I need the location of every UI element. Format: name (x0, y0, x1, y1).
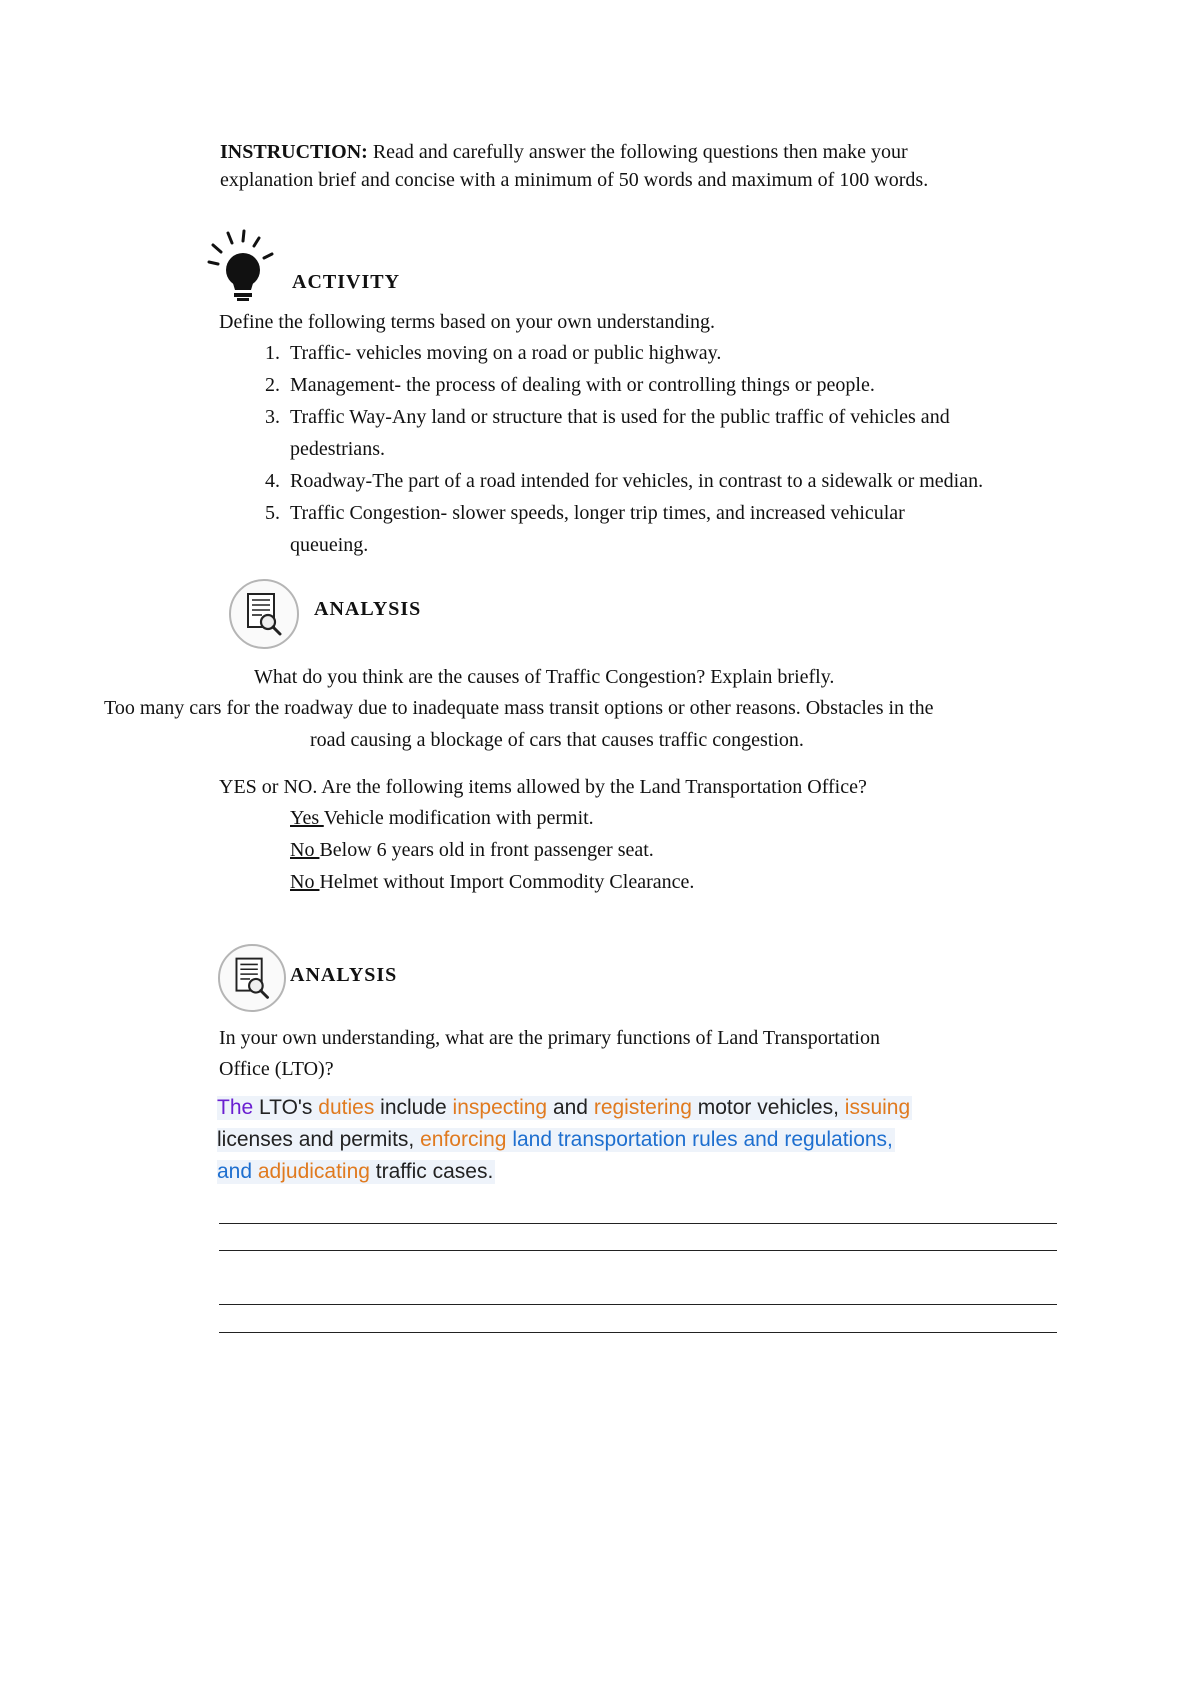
list-text: Traffic Congestion- slower speeds, longer trip times, and increased vehicular (290, 502, 905, 524)
list-item (254, 470, 984, 493)
instruction-line-1 (220, 141, 908, 164)
answer-word: registering (593, 1096, 692, 1119)
answer-word: LTO's (253, 1096, 319, 1119)
activity-heading: ACTIVITY (292, 271, 401, 293)
answer-word: inspecting (452, 1096, 548, 1119)
answer-word: The (217, 1096, 254, 1119)
list-item (254, 502, 905, 525)
lto-answer-line-2 (217, 1128, 895, 1152)
answer-word: duties (318, 1096, 375, 1119)
instruction-line-2: explanation brief and concise with a minimum of 50 words and maximum of 100 words. (220, 169, 929, 191)
analysis-heading: ANALYSIS (314, 598, 422, 620)
answer-word: enforcing (420, 1128, 507, 1151)
answer-word: licenses and permits, (217, 1128, 421, 1151)
activity-prompt: Define the following terms based on your own understanding. (219, 311, 716, 333)
document-magnifier-icon (218, 944, 286, 1012)
yesno-answer: No (290, 871, 320, 893)
answer-word: traffic cases. (369, 1160, 494, 1183)
yesno-text: Vehicle modification with permit. (323, 807, 594, 829)
yesno-item (290, 871, 694, 894)
answer-word: adjudicating (257, 1160, 370, 1183)
answer-word: land transportation rules and regulations, (506, 1128, 893, 1151)
analysis-question: What do you think are the causes of Traffic Congestion? Explain briefly. (254, 666, 835, 688)
answer-blank-line (219, 1223, 1057, 1224)
list-text-continuation: pedestrians. (290, 438, 385, 460)
yesno-prompt: YES or NO. Are the following items allowed by the Land Transportation Office? (219, 776, 867, 798)
answer-blank-line (219, 1304, 1057, 1305)
list-text: Traffic- vehicles moving on a road or public highway. (290, 342, 722, 364)
list-number: 4. (265, 470, 280, 492)
list-number: 2. (265, 374, 280, 396)
analysis-answer-line-1: Too many cars for the roadway due to inadequate mass transit options or other reasons. Obstacles in the (104, 697, 934, 719)
document-magnifier-icon (229, 579, 299, 649)
list-item (254, 374, 875, 397)
answer-word: and (217, 1160, 258, 1183)
yesno-answer: Yes (290, 807, 324, 829)
instruction-text-1: Read and carefully answer the following questions then make your (372, 141, 908, 163)
lightbulb-icon (204, 228, 278, 302)
list-item (254, 342, 722, 365)
analysis-question-line-2: Office (LTO)? (219, 1058, 334, 1080)
yesno-item (290, 807, 594, 830)
yesno-answer: No (290, 839, 320, 861)
yesno-item (290, 839, 654, 862)
answer-word: and (547, 1096, 594, 1119)
answer-blank-line (219, 1250, 1057, 1251)
list-number: 5. (265, 502, 280, 524)
answer-word: issuing (844, 1096, 911, 1119)
answer-word: include (374, 1096, 453, 1119)
list-text-continuation: queueing. (290, 534, 369, 556)
list-text: Traffic Way-Any land or structure that is used for the public traffic of vehicles and (290, 406, 950, 428)
answer-blank-line (219, 1332, 1057, 1333)
list-text: Roadway-The part of a road intended for vehicles, in contrast to a sidewalk or median. (290, 470, 984, 492)
yesno-text: Helmet without Import Commodity Clearance. (319, 871, 695, 893)
analysis-answer-line-2: road causing a blockage of cars that causes traffic congestion. (310, 729, 804, 751)
analysis-heading: ANALYSIS (290, 964, 398, 986)
list-text: Management- the process of dealing with or controlling things or people. (290, 374, 875, 396)
list-number: 3. (265, 406, 280, 428)
lto-answer-line-1 (217, 1096, 912, 1120)
answer-word: motor vehicles, (691, 1096, 845, 1119)
instruction-label: INSTRUCTION: (220, 141, 368, 163)
list-item (254, 406, 950, 429)
analysis-question-line-1: In your own understanding, what are the primary functions of Land Transportation (219, 1027, 880, 1049)
list-number: 1. (265, 342, 280, 364)
yesno-text: Below 6 years old in front passenger seat. (319, 839, 654, 861)
lto-answer-line-3 (217, 1160, 495, 1184)
